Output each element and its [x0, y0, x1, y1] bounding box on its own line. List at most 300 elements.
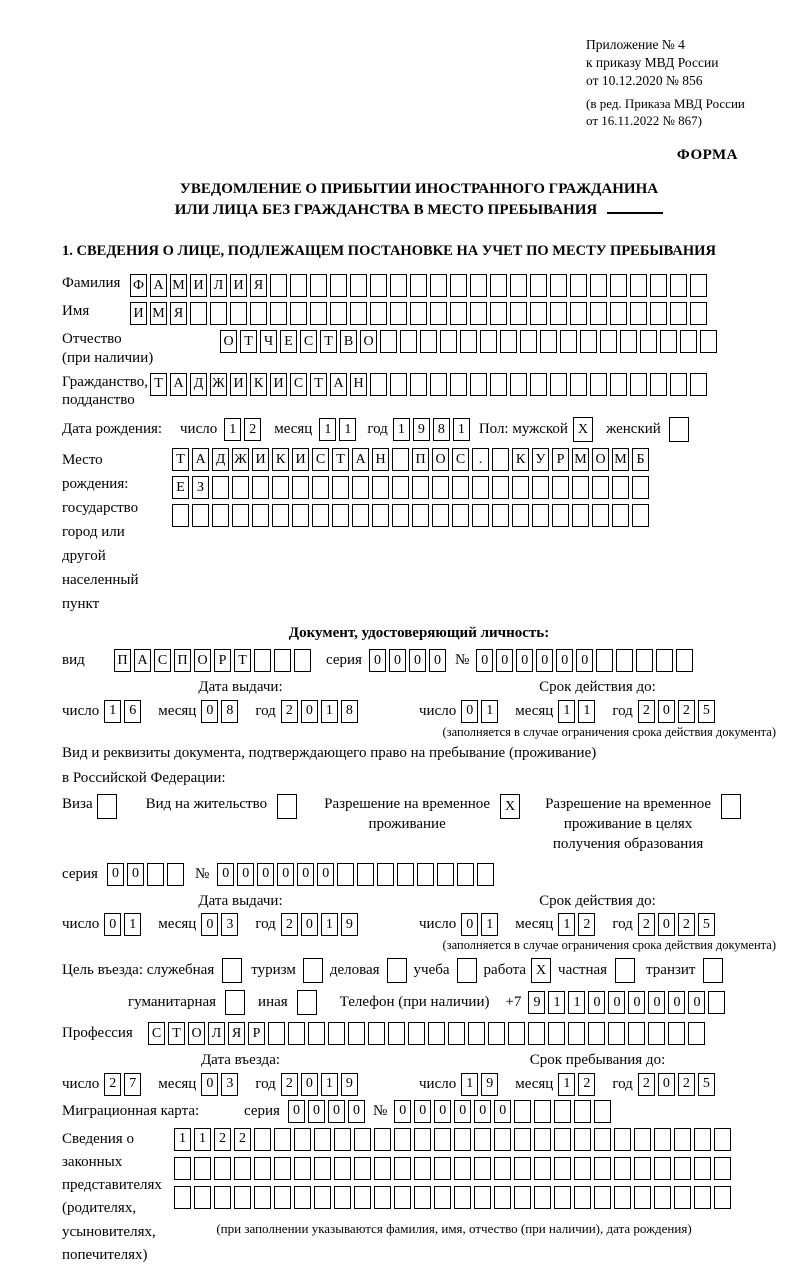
char-box[interactable]: 1 [558, 1073, 575, 1096]
char-box[interactable] [410, 302, 427, 325]
char-box[interactable]: С [300, 330, 317, 353]
char-box[interactable] [492, 476, 509, 499]
char-box[interactable] [688, 1022, 705, 1045]
char-box[interactable] [530, 274, 547, 297]
char-box[interactable]: Д [190, 373, 207, 396]
char-box[interactable]: Р [248, 1022, 265, 1045]
char-box[interactable]: П [412, 448, 429, 471]
char-box[interactable]: 0 [658, 913, 675, 936]
char-box[interactable]: 0 [628, 991, 645, 1014]
char-box[interactable]: 0 [237, 863, 254, 886]
char-box[interactable] [392, 504, 409, 527]
char-box[interactable] [654, 1186, 671, 1209]
char-box[interactable] [314, 1157, 331, 1180]
char-box[interactable]: 0 [429, 649, 446, 672]
char-box[interactable] [640, 330, 657, 353]
char-box[interactable] [680, 330, 697, 353]
char-box[interactable]: 0 [301, 913, 318, 936]
char-box[interactable] [694, 1128, 711, 1151]
char-box[interactable] [388, 1022, 405, 1045]
char-box[interactable] [494, 1157, 511, 1180]
char-box[interactable] [612, 504, 629, 527]
char-box[interactable] [368, 1022, 385, 1045]
char-box[interactable]: П [114, 649, 131, 672]
char-box[interactable]: X [500, 794, 520, 819]
char-box[interactable] [250, 302, 267, 325]
char-box[interactable] [654, 1128, 671, 1151]
char-box[interactable]: 1 [558, 913, 575, 936]
char-box[interactable] [590, 373, 607, 396]
char-box[interactable]: 2 [638, 1073, 655, 1096]
char-box[interactable] [474, 1128, 491, 1151]
char-box[interactable] [588, 1022, 605, 1045]
char-box[interactable] [669, 417, 689, 442]
char-box[interactable]: 0 [348, 1100, 365, 1123]
char-box[interactable]: Е [280, 330, 297, 353]
char-box[interactable]: Я [250, 274, 267, 297]
char-box[interactable] [292, 476, 309, 499]
char-box[interactable] [528, 1022, 545, 1045]
char-box[interactable]: 9 [341, 913, 358, 936]
char-box[interactable] [554, 1100, 571, 1123]
char-box[interactable]: 0 [217, 863, 234, 886]
char-box[interactable] [514, 1128, 531, 1151]
char-box[interactable]: А [352, 448, 369, 471]
char-box[interactable]: Т [150, 373, 167, 396]
char-box[interactable] [290, 274, 307, 297]
char-box[interactable] [628, 1022, 645, 1045]
char-box[interactable] [450, 274, 467, 297]
char-box[interactable] [548, 1022, 565, 1045]
char-box[interactable] [268, 1022, 285, 1045]
char-box[interactable]: 0 [658, 1073, 675, 1096]
char-box[interactable] [414, 1157, 431, 1180]
char-box[interactable] [634, 1186, 651, 1209]
char-box[interactable]: Ч [260, 330, 277, 353]
char-box[interactable] [554, 1186, 571, 1209]
char-box[interactable]: 2 [678, 913, 695, 936]
char-box[interactable] [674, 1128, 691, 1151]
char-box[interactable] [252, 476, 269, 499]
char-box[interactable] [520, 330, 537, 353]
char-box[interactable]: Р [552, 448, 569, 471]
char-box[interactable] [428, 1022, 445, 1045]
char-box[interactable] [174, 1186, 191, 1209]
char-box[interactable] [294, 649, 311, 672]
char-box[interactable] [714, 1157, 731, 1180]
char-box[interactable] [370, 274, 387, 297]
char-box[interactable] [230, 302, 247, 325]
char-box[interactable]: И [292, 448, 309, 471]
char-box[interactable] [450, 302, 467, 325]
char-box[interactable] [594, 1186, 611, 1209]
char-box[interactable]: Б [632, 448, 649, 471]
char-box[interactable] [694, 1186, 711, 1209]
char-box[interactable] [650, 274, 667, 297]
char-box[interactable]: М [150, 302, 167, 325]
char-box[interactable] [454, 1186, 471, 1209]
char-box[interactable]: 5 [698, 700, 715, 723]
char-box[interactable]: Н [350, 373, 367, 396]
char-box[interactable] [254, 649, 271, 672]
char-box[interactable] [454, 1128, 471, 1151]
char-box[interactable]: Т [168, 1022, 185, 1045]
char-box[interactable] [270, 302, 287, 325]
char-box[interactable] [492, 448, 509, 471]
char-box[interactable] [390, 373, 407, 396]
char-box[interactable]: О [220, 330, 237, 353]
char-box[interactable]: 1 [481, 913, 498, 936]
char-box[interactable] [334, 1157, 351, 1180]
char-box[interactable] [514, 1157, 531, 1180]
char-box[interactable] [225, 990, 245, 1015]
char-box[interactable] [614, 1128, 631, 1151]
char-box[interactable]: 0 [461, 700, 478, 723]
char-box[interactable] [630, 274, 647, 297]
char-box[interactable]: 3 [221, 913, 238, 936]
char-box[interactable] [352, 504, 369, 527]
char-box[interactable]: Н [372, 448, 389, 471]
char-box[interactable]: 2 [678, 700, 695, 723]
char-box[interactable]: Л [208, 1022, 225, 1045]
char-box[interactable] [530, 373, 547, 396]
char-box[interactable] [354, 1186, 371, 1209]
char-box[interactable] [222, 958, 242, 983]
char-box[interactable] [474, 1157, 491, 1180]
char-box[interactable]: 0 [328, 1100, 345, 1123]
char-box[interactable]: О [592, 448, 609, 471]
char-box[interactable] [270, 274, 287, 297]
char-box[interactable]: Д [212, 448, 229, 471]
char-box[interactable]: Я [170, 302, 187, 325]
char-box[interactable] [634, 1157, 651, 1180]
char-box[interactable] [194, 1157, 211, 1180]
char-box[interactable] [674, 1157, 691, 1180]
char-box[interactable] [303, 958, 323, 983]
char-box[interactable] [454, 1157, 471, 1180]
char-box[interactable]: 0 [576, 649, 593, 672]
char-box[interactable]: Ж [210, 373, 227, 396]
char-box[interactable]: 0 [414, 1100, 431, 1123]
char-box[interactable]: Ж [232, 448, 249, 471]
char-box[interactable]: 1 [319, 418, 336, 441]
char-box[interactable] [721, 794, 741, 819]
char-box[interactable] [254, 1186, 271, 1209]
char-box[interactable]: 1 [578, 700, 595, 723]
char-box[interactable] [430, 274, 447, 297]
char-box[interactable]: 9 [481, 1073, 498, 1096]
char-box[interactable] [572, 504, 589, 527]
char-box[interactable]: Т [320, 330, 337, 353]
char-box[interactable] [172, 504, 189, 527]
char-box[interactable] [294, 1128, 311, 1151]
char-box[interactable]: Т [310, 373, 327, 396]
char-box[interactable] [234, 1186, 251, 1209]
char-box[interactable] [330, 302, 347, 325]
char-box[interactable] [214, 1186, 231, 1209]
char-box[interactable] [574, 1186, 591, 1209]
char-box[interactable]: 1 [174, 1128, 191, 1151]
char-box[interactable] [352, 476, 369, 499]
char-box[interactable] [540, 330, 557, 353]
char-box[interactable]: Т [240, 330, 257, 353]
char-box[interactable]: 0 [127, 863, 144, 886]
char-box[interactable] [600, 330, 617, 353]
char-box[interactable] [494, 1128, 511, 1151]
char-box[interactable] [394, 1157, 411, 1180]
char-box[interactable]: К [250, 373, 267, 396]
char-box[interactable] [432, 476, 449, 499]
char-box[interactable]: 5 [698, 1073, 715, 1096]
char-box[interactable]: 2 [104, 1073, 121, 1096]
char-box[interactable]: X [531, 958, 551, 983]
char-box[interactable] [630, 302, 647, 325]
char-box[interactable] [608, 1022, 625, 1045]
char-box[interactable]: 0 [494, 1100, 511, 1123]
char-box[interactable] [377, 863, 394, 886]
char-box[interactable] [372, 504, 389, 527]
char-box[interactable]: 3 [221, 1073, 238, 1096]
char-box[interactable]: 1 [461, 1073, 478, 1096]
char-box[interactable]: 0 [201, 700, 218, 723]
char-box[interactable]: 0 [201, 913, 218, 936]
char-box[interactable] [510, 274, 527, 297]
char-box[interactable]: 0 [476, 649, 493, 672]
char-box[interactable] [550, 373, 567, 396]
char-box[interactable] [434, 1128, 451, 1151]
char-box[interactable] [460, 330, 477, 353]
char-box[interactable] [430, 302, 447, 325]
char-box[interactable]: 1 [558, 700, 575, 723]
char-box[interactable]: О [432, 448, 449, 471]
char-box[interactable] [580, 330, 597, 353]
char-box[interactable]: З [192, 476, 209, 499]
char-box[interactable]: 1 [481, 700, 498, 723]
char-box[interactable] [272, 476, 289, 499]
char-box[interactable]: 0 [389, 649, 406, 672]
char-box[interactable] [297, 990, 317, 1015]
char-box[interactable] [430, 373, 447, 396]
char-box[interactable]: 0 [107, 863, 124, 886]
char-box[interactable]: 0 [409, 649, 426, 672]
char-box[interactable] [194, 1186, 211, 1209]
char-box[interactable] [234, 1157, 251, 1180]
char-box[interactable] [167, 863, 184, 886]
char-box[interactable] [147, 863, 164, 886]
char-box[interactable] [330, 274, 347, 297]
char-box[interactable] [490, 274, 507, 297]
char-box[interactable]: 9 [341, 1073, 358, 1096]
char-box[interactable] [470, 373, 487, 396]
char-box[interactable] [534, 1128, 551, 1151]
char-box[interactable] [312, 504, 329, 527]
char-box[interactable] [272, 504, 289, 527]
char-box[interactable] [312, 476, 329, 499]
char-box[interactable]: И [270, 373, 287, 396]
char-box[interactable] [387, 958, 407, 983]
char-box[interactable] [472, 504, 489, 527]
char-box[interactable]: 0 [201, 1073, 218, 1096]
char-box[interactable] [437, 863, 454, 886]
char-box[interactable]: В [340, 330, 357, 353]
char-box[interactable] [420, 330, 437, 353]
char-box[interactable] [348, 1022, 365, 1045]
char-box[interactable] [357, 863, 374, 886]
char-box[interactable] [212, 504, 229, 527]
char-box[interactable] [570, 274, 587, 297]
char-box[interactable] [412, 504, 429, 527]
char-box[interactable]: 1 [124, 913, 141, 936]
char-box[interactable] [374, 1186, 391, 1209]
char-box[interactable] [668, 1022, 685, 1045]
char-box[interactable] [380, 330, 397, 353]
char-box[interactable] [610, 302, 627, 325]
char-box[interactable] [354, 1157, 371, 1180]
char-box[interactable]: 2 [578, 913, 595, 936]
char-box[interactable] [232, 504, 249, 527]
char-box[interactable] [254, 1157, 271, 1180]
char-box[interactable] [417, 863, 434, 886]
char-box[interactable] [450, 373, 467, 396]
char-box[interactable] [550, 302, 567, 325]
char-box[interactable] [412, 476, 429, 499]
char-box[interactable] [630, 373, 647, 396]
char-box[interactable] [400, 330, 417, 353]
char-box[interactable]: 1 [393, 418, 410, 441]
char-box[interactable]: О [188, 1022, 205, 1045]
char-box[interactable] [332, 504, 349, 527]
char-box[interactable]: 0 [461, 913, 478, 936]
char-box[interactable] [570, 373, 587, 396]
char-box[interactable]: К [512, 448, 529, 471]
char-box[interactable]: 7 [124, 1073, 141, 1096]
char-box[interactable]: У [532, 448, 549, 471]
char-box[interactable] [328, 1022, 345, 1045]
char-box[interactable]: 2 [638, 913, 655, 936]
char-box[interactable] [470, 302, 487, 325]
char-box[interactable]: С [290, 373, 307, 396]
char-box[interactable] [592, 504, 609, 527]
char-box[interactable] [614, 1157, 631, 1180]
char-box[interactable]: Т [234, 649, 251, 672]
char-box[interactable] [337, 863, 354, 886]
char-box[interactable]: И [190, 274, 207, 297]
char-box[interactable] [690, 274, 707, 297]
char-box[interactable]: И [252, 448, 269, 471]
char-box[interactable] [552, 476, 569, 499]
char-box[interactable]: Ф [130, 274, 147, 297]
char-box[interactable] [372, 476, 389, 499]
char-box[interactable] [288, 1022, 305, 1045]
char-box[interactable] [448, 1022, 465, 1045]
char-box[interactable]: 1 [104, 700, 121, 723]
char-box[interactable]: 0 [104, 913, 121, 936]
char-box[interactable] [648, 1022, 665, 1045]
char-box[interactable]: А [150, 274, 167, 297]
char-box[interactable] [690, 373, 707, 396]
char-box[interactable] [414, 1186, 431, 1209]
char-box[interactable] [390, 302, 407, 325]
char-box[interactable] [414, 1128, 431, 1151]
char-box[interactable] [434, 1157, 451, 1180]
char-box[interactable]: 0 [288, 1100, 305, 1123]
char-box[interactable]: О [360, 330, 377, 353]
char-box[interactable] [452, 504, 469, 527]
char-box[interactable] [610, 274, 627, 297]
char-box[interactable] [294, 1186, 311, 1209]
char-box[interactable] [594, 1157, 611, 1180]
char-box[interactable] [674, 1186, 691, 1209]
char-box[interactable]: 0 [536, 649, 553, 672]
char-box[interactable]: 0 [688, 991, 705, 1014]
char-box[interactable] [408, 1022, 425, 1045]
char-box[interactable]: 0 [317, 863, 334, 886]
char-box[interactable] [612, 476, 629, 499]
char-box[interactable] [310, 302, 327, 325]
char-box[interactable] [590, 274, 607, 297]
char-box[interactable] [432, 504, 449, 527]
char-box[interactable]: 0 [297, 863, 314, 886]
char-box[interactable] [700, 330, 717, 353]
char-box[interactable]: 0 [277, 863, 294, 886]
char-box[interactable]: 8 [341, 700, 358, 723]
char-box[interactable] [534, 1157, 551, 1180]
char-box[interactable]: 2 [281, 1073, 298, 1096]
char-box[interactable] [374, 1157, 391, 1180]
char-box[interactable] [570, 302, 587, 325]
char-box[interactable]: 2 [281, 700, 298, 723]
char-box[interactable] [634, 1128, 651, 1151]
char-box[interactable]: 0 [608, 991, 625, 1014]
char-box[interactable] [574, 1157, 591, 1180]
char-box[interactable] [214, 1157, 231, 1180]
char-box[interactable] [390, 274, 407, 297]
char-box[interactable]: 1 [321, 1073, 338, 1096]
char-box[interactable] [392, 448, 409, 471]
char-box[interactable]: 0 [658, 700, 675, 723]
char-box[interactable] [174, 1157, 191, 1180]
char-box[interactable]: 0 [454, 1100, 471, 1123]
char-box[interactable] [554, 1157, 571, 1180]
char-box[interactable] [660, 330, 677, 353]
char-box[interactable] [354, 1128, 371, 1151]
char-box[interactable]: 1 [321, 700, 338, 723]
char-box[interactable] [670, 274, 687, 297]
char-box[interactable] [676, 649, 693, 672]
char-box[interactable] [374, 1128, 391, 1151]
char-box[interactable] [574, 1128, 591, 1151]
char-box[interactable] [510, 373, 527, 396]
char-box[interactable] [532, 504, 549, 527]
char-box[interactable] [370, 373, 387, 396]
char-box[interactable] [512, 504, 529, 527]
char-box[interactable] [532, 476, 549, 499]
char-box[interactable]: 0 [301, 1073, 318, 1096]
char-box[interactable] [510, 302, 527, 325]
char-box[interactable] [440, 330, 457, 353]
char-box[interactable] [508, 1022, 525, 1045]
char-box[interactable] [97, 794, 117, 819]
char-box[interactable] [314, 1128, 331, 1151]
char-box[interactable] [534, 1186, 551, 1209]
char-box[interactable] [490, 373, 507, 396]
char-box[interactable]: 0 [648, 991, 665, 1014]
char-box[interactable] [308, 1022, 325, 1045]
char-box[interactable]: 2 [678, 1073, 695, 1096]
char-box[interactable] [714, 1186, 731, 1209]
char-box[interactable] [190, 302, 207, 325]
char-box[interactable]: 2 [244, 418, 261, 441]
